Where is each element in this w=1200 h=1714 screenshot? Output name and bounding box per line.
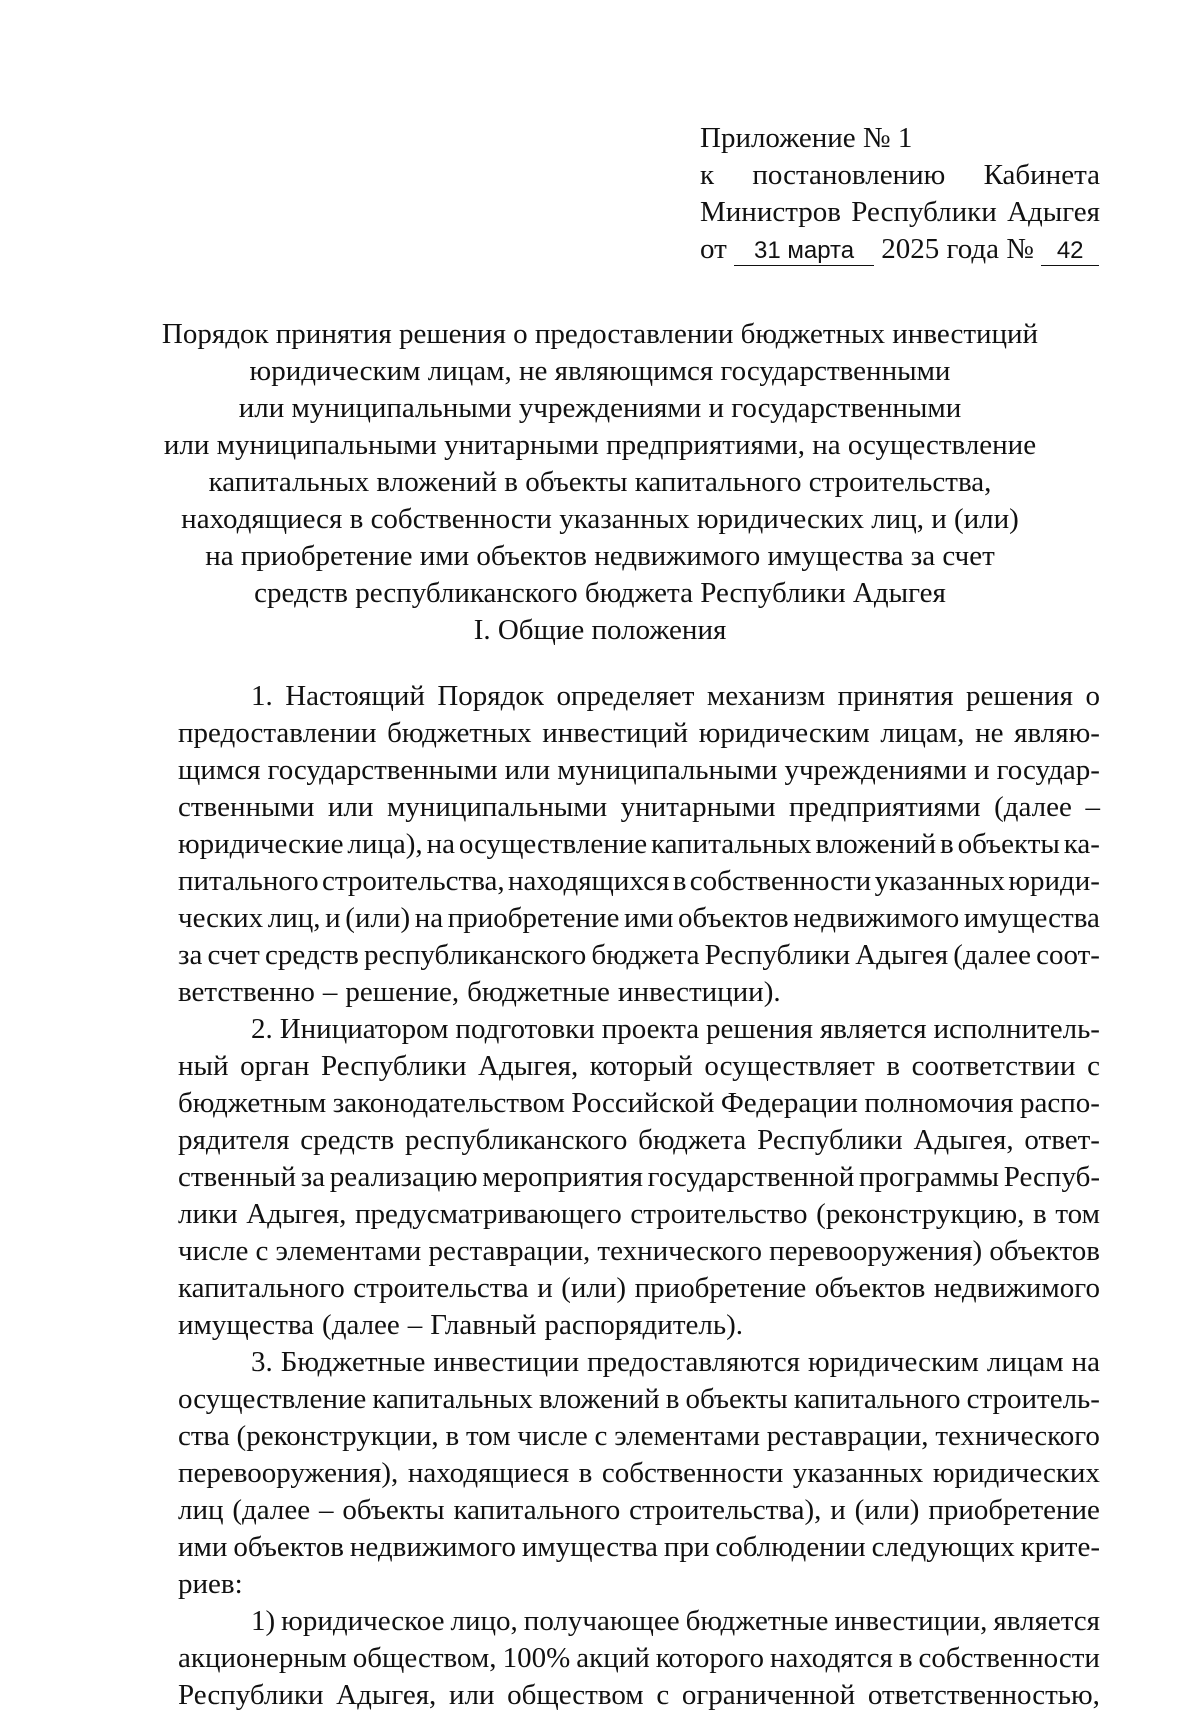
body-word: реализацию xyxy=(329,1161,478,1193)
resolution-number-field: 42 xyxy=(1041,237,1099,266)
body-word: (далее xyxy=(232,1494,311,1526)
body-word: исполнитель- xyxy=(933,1013,1100,1045)
body-word: Адыгея, xyxy=(478,1050,579,1082)
body-line xyxy=(178,752,1100,789)
body-word: программы xyxy=(859,1161,1000,1193)
attachment-word: Республики xyxy=(851,196,997,228)
body-word: или xyxy=(448,1679,495,1711)
title-line: на приобретение ими объектов недвижимого имущества за счет xyxy=(205,540,995,572)
body-word: механизм xyxy=(706,680,826,712)
body-word: предусматривающего xyxy=(355,1198,622,1230)
body-word: ответ- xyxy=(1024,1124,1100,1156)
body-word: 1. xyxy=(251,680,273,712)
title-line: или муниципальными унитарными предприятиями, на осуществление xyxy=(163,429,1037,461)
body-word: лики xyxy=(178,1198,238,1230)
body-word: элементами xyxy=(614,1420,760,1452)
attachment-word: Адыгея xyxy=(1007,196,1100,228)
attachment-word: к xyxy=(700,159,715,191)
date-prefix: от xyxy=(700,233,727,265)
body-word: собственности xyxy=(918,1642,1100,1674)
body-word: осуществляет xyxy=(704,1050,875,1082)
body-word: обществом, xyxy=(352,1642,497,1674)
body-word: ими xyxy=(178,1531,228,1563)
body-word: щимся xyxy=(178,754,261,786)
attachment-word: Кабинета xyxy=(983,159,1100,191)
title-line: находящиеся в собственности указанных юридических лиц, и (или) xyxy=(181,503,1019,535)
body-word: юриди- xyxy=(1008,865,1100,897)
body-word: объектов xyxy=(233,1531,344,1563)
body-word: строительство xyxy=(630,1198,808,1230)
body-word: Настоящий xyxy=(285,680,425,712)
body-word: на xyxy=(1071,1346,1100,1378)
body-line xyxy=(178,1492,1100,1529)
body-word: (реконструкции, xyxy=(236,1420,439,1452)
body-word: инвестиции). xyxy=(617,976,781,1008)
body-word: о xyxy=(1085,680,1100,712)
body-word: законодательством xyxy=(332,1087,565,1119)
body-word: в xyxy=(886,1050,901,1082)
body-word: акций xyxy=(576,1642,650,1674)
body-word: (реконструкцию, xyxy=(816,1198,1025,1230)
body-word: технического xyxy=(597,1235,762,1267)
body-word: Республики xyxy=(320,1050,467,1082)
body-word: государственной xyxy=(647,1161,855,1193)
body-word: приобретение xyxy=(928,1494,1100,1526)
body-word: строительства), xyxy=(629,1494,822,1526)
body-word: определяет xyxy=(556,680,695,712)
body-word: имущества xyxy=(521,1531,658,1563)
body-word: числе xyxy=(178,1235,249,1267)
body-word: – xyxy=(322,976,338,1008)
body-line xyxy=(178,1603,1100,1640)
body-word: в xyxy=(445,1420,460,1452)
body-word: Бюджетные xyxy=(280,1346,426,1378)
body-word: лицо, xyxy=(450,1605,518,1637)
body-word: подготовки xyxy=(455,1013,595,1045)
body-line xyxy=(178,1085,1100,1122)
body-word: юридическое xyxy=(281,1605,445,1637)
body-word: крите- xyxy=(1020,1531,1100,1563)
body-word: Главный xyxy=(430,1309,537,1341)
body-word: объектов xyxy=(989,1235,1100,1267)
body-word: (далее xyxy=(994,791,1072,823)
body-line xyxy=(178,1196,1100,1233)
body-word: объектов xyxy=(814,1272,926,1304)
body-word: которого xyxy=(655,1642,764,1674)
body-word: 2. xyxy=(251,1013,273,1045)
title-line: средств республиканского бюджета Республики Адыгея xyxy=(254,577,946,609)
body-word: проекта xyxy=(601,1013,700,1045)
body-line xyxy=(178,937,1100,974)
body-word: приобретение xyxy=(634,1272,807,1304)
body-word: муниципальными xyxy=(557,754,778,786)
body-word: счет xyxy=(207,939,260,971)
body-word: недвижимого xyxy=(793,902,960,934)
body-word: с xyxy=(656,1679,670,1711)
body-word: находящихся xyxy=(508,865,670,897)
body-word: объектов xyxy=(677,902,789,934)
body-word: ческих xyxy=(178,902,264,934)
body-word: в xyxy=(578,1457,593,1489)
body-word: (или) xyxy=(345,902,411,934)
body-word: за xyxy=(178,939,203,971)
body-word: Инициатором xyxy=(279,1013,449,1045)
body-word: являю- xyxy=(1014,717,1100,749)
body-word: юридических xyxy=(932,1457,1100,1489)
body-word: ограниченной xyxy=(681,1679,856,1711)
body-word: Российской xyxy=(571,1087,715,1119)
body-word: собственности xyxy=(601,1457,784,1489)
body-line xyxy=(178,1455,1100,1492)
body-word: указанных xyxy=(874,865,1005,897)
body-word: муниципальными xyxy=(386,791,608,823)
body-word: республиканского xyxy=(363,939,587,971)
body-line xyxy=(178,1048,1100,1085)
body-word: бюджета xyxy=(638,1124,747,1156)
body-word: ими xyxy=(623,902,674,934)
body-line xyxy=(178,1011,1100,1048)
body-word: за xyxy=(300,1161,326,1193)
body-word: ветственно xyxy=(178,976,315,1008)
body-word: лиц, xyxy=(267,902,321,934)
body-line xyxy=(178,1418,1100,1455)
body-word: технического xyxy=(935,1420,1100,1452)
body-word: капитальных xyxy=(651,828,812,860)
body-word: средств xyxy=(264,939,359,971)
body-word: инвестиции xyxy=(433,1346,580,1378)
attachment-header xyxy=(700,120,1100,268)
body-line xyxy=(178,789,1100,826)
body-word: (далее xyxy=(953,939,1032,971)
body-word: предоставляются xyxy=(587,1346,800,1378)
body-word: полномочия xyxy=(864,1087,1014,1119)
body-word: Республики xyxy=(178,1679,324,1711)
title-line: капитальных вложений в объекты капитального строительства, xyxy=(208,466,992,498)
body-word: капитальных xyxy=(372,1383,533,1415)
body-word: риев: xyxy=(178,1568,243,1600)
body-word: или xyxy=(504,754,551,786)
body-word: объекты xyxy=(685,1383,788,1415)
attachment-date-line xyxy=(700,231,1100,268)
body-word: акционерным xyxy=(178,1642,347,1674)
body-word: соот- xyxy=(1036,939,1100,971)
document-title xyxy=(150,316,1050,612)
body-word: недвижимого xyxy=(933,1272,1100,1304)
body-word: Респуб- xyxy=(1003,1161,1100,1193)
title-line: Порядок принятия решения о предоставлении бюджетных инвестиций xyxy=(161,318,1039,350)
date-field: 31 марта xyxy=(734,237,874,266)
body-word: соответствии xyxy=(911,1050,1076,1082)
body-word: и xyxy=(537,1272,553,1304)
body-word: Порядок xyxy=(437,680,544,712)
attachment-word: постановлению xyxy=(752,159,946,191)
body-word: Адыгея, xyxy=(913,1124,1014,1156)
body-word: реставрации, xyxy=(428,1235,591,1267)
body-word: вложений xyxy=(815,828,937,860)
body-word: в xyxy=(1033,1198,1047,1230)
body-word: на xyxy=(426,828,455,860)
body-word: принятия xyxy=(837,680,954,712)
body-word: объекты xyxy=(342,1494,445,1526)
body-word: рядителя xyxy=(178,1124,290,1156)
body-word: объекты xyxy=(957,828,1060,860)
body-word: том xyxy=(465,1420,511,1452)
body-word: (или) xyxy=(854,1494,920,1526)
body-word: который xyxy=(589,1050,693,1082)
body-word: не xyxy=(975,717,1004,749)
body-word: бюджетным xyxy=(178,1087,327,1119)
body-word: имущества xyxy=(178,1309,315,1341)
body-word: в xyxy=(898,1642,913,1674)
body-word: перевооружения), xyxy=(178,1457,399,1489)
body-word: – xyxy=(1085,791,1100,823)
body-word: ственными xyxy=(178,791,315,823)
body-word: инвестиции, xyxy=(834,1605,988,1637)
section-heading: I. Общие положения xyxy=(473,614,727,646)
body-line xyxy=(178,678,1100,715)
body-word: ка- xyxy=(1063,828,1100,860)
body-word: ответственностью, xyxy=(867,1679,1100,1711)
body-word: лиц xyxy=(178,1494,224,1526)
body-line xyxy=(178,1270,1100,1307)
body-word: строитель- xyxy=(966,1383,1100,1415)
body-line xyxy=(178,1159,1100,1196)
body-word: находятся xyxy=(770,1642,893,1674)
body-word: распо- xyxy=(1020,1087,1100,1119)
body-line xyxy=(178,1381,1100,1418)
body-word: предоставлении xyxy=(178,717,377,749)
body-line xyxy=(178,715,1100,752)
body-word: приобретение xyxy=(447,902,620,934)
body-word: с xyxy=(594,1420,608,1452)
body-word: 1) xyxy=(251,1605,276,1637)
body-line xyxy=(178,1233,1100,1270)
body-word: и xyxy=(973,754,990,786)
body-word: ный xyxy=(178,1050,229,1082)
body-word: лицам, xyxy=(880,717,965,749)
body-line xyxy=(178,1529,1100,1566)
body-word: решения xyxy=(966,680,1073,712)
body-line xyxy=(178,1122,1100,1159)
body-word: бюджетных xyxy=(387,717,532,749)
body-word: питального xyxy=(178,865,319,897)
body-line xyxy=(178,1566,1100,1603)
attachment-ministers-line xyxy=(700,194,1100,231)
body-word: в xyxy=(665,1383,680,1415)
title-line: или муниципальными учреждениями и государственными xyxy=(238,392,962,424)
body-word: унитарными xyxy=(620,791,776,823)
body-word: 100% xyxy=(502,1642,571,1674)
body-word: следующих xyxy=(871,1531,1015,1563)
body-word: орган xyxy=(240,1050,310,1082)
body-word: предприятиями xyxy=(789,791,981,823)
body-word: при xyxy=(663,1531,710,1563)
body-word: решение, xyxy=(345,976,460,1008)
body-word: капитального xyxy=(793,1383,961,1415)
body-word: мероприятия xyxy=(482,1161,643,1193)
body-word: том xyxy=(1055,1198,1100,1230)
body-word: – xyxy=(407,1309,423,1341)
body-word: 3. xyxy=(251,1346,273,1378)
body-word: осуществление xyxy=(178,1383,367,1415)
body-word: с xyxy=(1087,1050,1100,1082)
body-word: лица), xyxy=(347,828,423,860)
body-word: решения xyxy=(706,1013,813,1045)
body-word: ственный xyxy=(178,1161,296,1193)
attachment-resolution-line xyxy=(700,157,1100,194)
body-word: ства xyxy=(178,1420,230,1452)
body-word: бюджетные xyxy=(467,976,610,1008)
body-word: средств xyxy=(300,1124,395,1156)
body-line xyxy=(178,826,1100,863)
body-word: или xyxy=(327,791,374,823)
body-line xyxy=(178,863,1100,900)
body-word: является xyxy=(819,1013,927,1045)
body-line xyxy=(178,1640,1100,1677)
body-word: соблюдении xyxy=(715,1531,866,1563)
body-word: – xyxy=(319,1494,334,1526)
body-word: обществом xyxy=(507,1679,644,1711)
body-word: имущества xyxy=(963,902,1100,934)
body-word: лицам xyxy=(986,1346,1064,1378)
body-word: на xyxy=(414,902,444,934)
body-word: распорядитель). xyxy=(544,1309,743,1341)
year-label: 2025 года № xyxy=(881,233,1034,265)
body-word: осуществление xyxy=(458,828,648,860)
body-word: бюджета xyxy=(591,939,700,971)
body-word: указанных xyxy=(792,1457,924,1489)
body-word: Республики xyxy=(757,1124,903,1156)
body-word: Республики xyxy=(704,939,851,971)
body-word: элементами xyxy=(275,1235,422,1267)
body-word: перевооружения) xyxy=(769,1235,983,1267)
body-word: капитального xyxy=(453,1494,621,1526)
body-word: Адыгея, xyxy=(246,1198,347,1230)
body-word: (далее xyxy=(322,1309,400,1341)
body-word: в xyxy=(940,828,954,860)
body-word: реставрации, xyxy=(766,1420,929,1452)
body-word: государственными xyxy=(267,754,498,786)
body-word: Адыгея, xyxy=(336,1679,437,1711)
body-word: юридическим xyxy=(698,717,870,749)
body-word: республиканского xyxy=(404,1124,628,1156)
attachment-word: Министров xyxy=(700,196,841,228)
body-line xyxy=(178,1307,1100,1344)
body-word: государ- xyxy=(996,754,1100,786)
body-word: инвестиций xyxy=(542,717,689,749)
body-word: юридические xyxy=(178,828,344,860)
body-word: Федерации xyxy=(720,1087,858,1119)
body-word: юридическим xyxy=(807,1346,979,1378)
body-word: и xyxy=(830,1494,846,1526)
body-line xyxy=(178,974,1100,1011)
body-word: (или) xyxy=(561,1272,627,1304)
body-word: собственности xyxy=(689,865,872,897)
body-word: числе xyxy=(517,1420,588,1452)
body-word: и xyxy=(325,902,341,934)
body-word: вложений xyxy=(538,1383,660,1415)
document-body xyxy=(178,678,1100,1714)
body-word: капитального xyxy=(178,1272,345,1304)
title-line: юридическим лицам, не являющимся государственными xyxy=(249,355,951,387)
body-word: недвижимого xyxy=(349,1531,516,1563)
body-word: с xyxy=(255,1235,269,1267)
body-line xyxy=(178,1677,1100,1714)
body-line xyxy=(178,1344,1100,1381)
body-word: учреждениями xyxy=(784,754,967,786)
body-word: Адыгея xyxy=(855,939,949,971)
body-word: строительства, xyxy=(321,865,505,897)
body-word: получающее xyxy=(523,1605,680,1637)
body-word: бюджетные xyxy=(685,1605,829,1637)
body-word: строительства xyxy=(353,1272,529,1304)
attachment-number: Приложение № 1 xyxy=(700,122,913,154)
body-line xyxy=(178,900,1100,937)
body-word: в xyxy=(672,865,687,897)
body-word: является xyxy=(993,1605,1100,1637)
body-word: находящиеся xyxy=(407,1457,570,1489)
